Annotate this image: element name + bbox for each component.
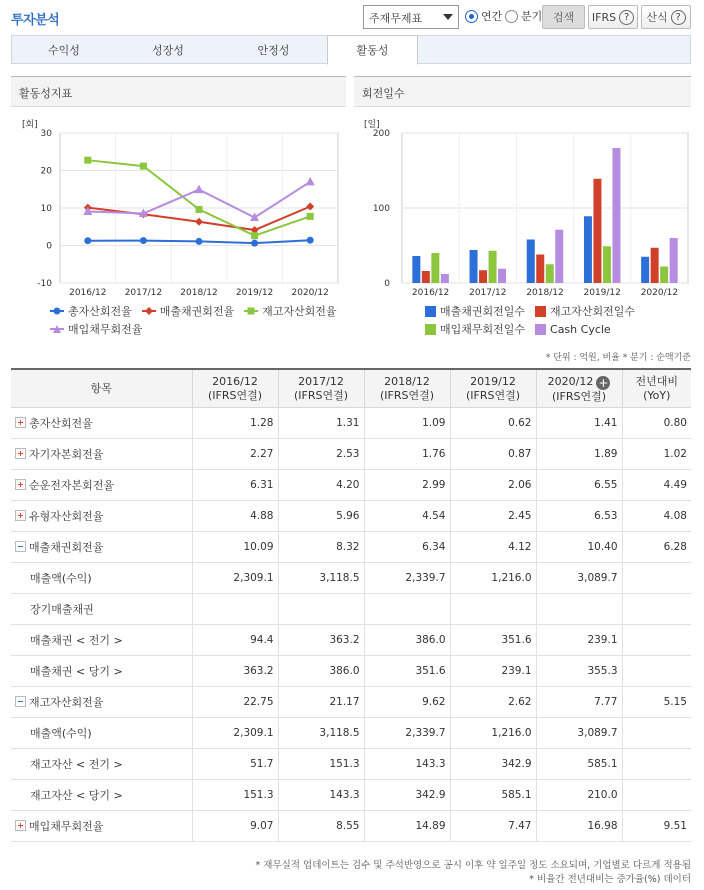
table-cell: 4.12: [450, 531, 536, 562]
statement-type-select[interactable]: [363, 5, 459, 29]
x-tick-label: 2016/12: [411, 288, 450, 298]
row-label-text: 매입채무회전율: [29, 819, 104, 833]
table-cell: 6.31: [192, 469, 278, 500]
yoy-cell: 4.08: [622, 500, 691, 531]
table-cell: 4.20: [278, 469, 364, 500]
table-cell: 342.9: [450, 748, 536, 779]
bar: [670, 238, 678, 283]
tab-bar: [11, 35, 691, 64]
footer-note-1: * 재무실적 업데이트는 검수 및 주석반영으로 공시 이후 약 일주일 정도 소요되며, 기업별로 다르게 적용됨: [255, 860, 691, 871]
tab-growth[interactable]: 성장성: [152, 44, 184, 57]
table-cell: 386.0: [278, 655, 364, 686]
help-icon: ?: [619, 10, 634, 25]
legend-circle-icon: [50, 306, 64, 316]
ifrs-label: IFRS: [591, 10, 617, 24]
radio-unselected-icon: [505, 10, 518, 23]
legend-triangle-icon: [50, 324, 64, 334]
table-cell: 2.06: [450, 469, 536, 500]
chart-unit: [일]: [364, 120, 380, 130]
radio-quarter[interactable]: [505, 8, 542, 24]
bar: [536, 255, 544, 284]
table-cell: 2.27: [192, 438, 278, 469]
table-row: [11, 779, 691, 810]
legend-label: 재고자산회전율: [262, 305, 337, 318]
expand-icon[interactable]: [15, 820, 26, 831]
table-cell: 0.87: [450, 438, 536, 469]
table-row: [11, 655, 691, 686]
bar: [422, 271, 430, 283]
row-label[interactable]: [11, 407, 192, 438]
bar: [651, 248, 659, 283]
data-point: [140, 237, 147, 244]
table-cell: 22.75: [192, 686, 278, 717]
bar: [431, 253, 439, 283]
expand-icon[interactable]: [15, 510, 26, 521]
y-tick-label: -10: [37, 279, 52, 289]
table-cell: 6.53: [536, 500, 622, 531]
radio-selected-icon: [465, 10, 478, 23]
table-cell: 1.41: [536, 407, 622, 438]
legend-item: [535, 303, 635, 319]
legend-label: 매출채권회전일수: [440, 305, 526, 318]
unit-note: * 단위 : 억원, 비율 * 분기 : 순액기준: [545, 353, 691, 363]
right-legend: [425, 303, 690, 337]
table-row: [11, 469, 691, 500]
yoy-cell: [622, 655, 691, 686]
table-row: [11, 717, 691, 748]
table-cell: 10.40: [536, 531, 622, 562]
row-label-text: 매출채권회전율: [29, 540, 104, 554]
expand-icon[interactable]: [15, 479, 26, 490]
data-point: [306, 177, 315, 186]
yoy-cell: 6.28: [622, 531, 691, 562]
table-cell: 6.34: [364, 531, 450, 562]
table-row: [11, 562, 691, 593]
x-tick-label: 2019/12: [235, 288, 274, 298]
row-label: [11, 748, 192, 779]
table-cell: 151.3: [192, 779, 278, 810]
expand-icon[interactable]: [15, 417, 26, 428]
row-label-text: 장기매출채권: [30, 602, 94, 616]
bar: [441, 274, 449, 283]
activity-table: [11, 368, 691, 842]
table-cell: 351.6: [450, 624, 536, 655]
table-cell: 9.07: [192, 810, 278, 841]
data-point: [84, 237, 91, 244]
table-cell: 10.09: [192, 531, 278, 562]
table-row: [11, 624, 691, 655]
table-row: [11, 438, 691, 469]
header-yoy: 전년대비 (YoY): [622, 369, 691, 407]
header-year: 2017/12 (IFRS연결): [278, 369, 364, 407]
data-point: [251, 232, 258, 239]
table-cell: 3,089.7: [536, 717, 622, 748]
x-tick-label: 2018/12: [526, 288, 564, 298]
table-cell: 2.45: [450, 500, 536, 531]
table-cell: 1,216.0: [450, 562, 536, 593]
table-cell: 210.0: [536, 779, 622, 810]
row-label: [11, 655, 192, 686]
bar: [412, 256, 420, 283]
row-label-text: 재고자산 < 당기 >: [30, 788, 123, 802]
table-cell: 4.88: [192, 500, 278, 531]
row-label[interactable]: [11, 686, 192, 717]
chevron-down-icon: [443, 14, 453, 20]
table-row: [11, 407, 691, 438]
left-legend: [50, 303, 340, 337]
table-cell: 2.99: [364, 469, 450, 500]
data-point: [306, 203, 314, 211]
bar: [660, 267, 668, 284]
bar: [555, 230, 563, 283]
bar: [612, 148, 620, 283]
table-cell: 342.9: [364, 779, 450, 810]
header-year: 2020/12 + (IFRS연결): [536, 369, 622, 407]
table-cell: 355.3: [536, 655, 622, 686]
table-cell: 143.3: [278, 779, 364, 810]
y-tick-label: 0: [384, 279, 390, 289]
row-label[interactable]: [11, 469, 192, 500]
radio-quarter-label: 분기: [521, 10, 543, 23]
table-cell: 363.2: [192, 655, 278, 686]
table-row: [11, 500, 691, 531]
table-cell: 3,118.5: [278, 717, 364, 748]
legend-swatch-icon: [535, 324, 546, 335]
radio-annual[interactable]: [465, 8, 502, 24]
row-label[interactable]: [11, 500, 192, 531]
table-cell: 585.1: [450, 779, 536, 810]
y-tick-label: 200: [372, 129, 390, 139]
table-cell: 3,118.5: [278, 562, 364, 593]
row-label-text: 매출채권 < 전기 >: [30, 633, 123, 647]
table-cell: 351.6: [364, 655, 450, 686]
bar: [593, 179, 601, 283]
table-cell: 8.32: [278, 531, 364, 562]
yoy-cell: [622, 593, 691, 624]
table-cell: 2,309.1: [192, 562, 278, 593]
legend-label: 매입채무회전율: [68, 323, 143, 336]
y-tick-label: 20: [40, 166, 52, 177]
legend-item: [425, 303, 525, 319]
turnover-days-bar-chart: [354, 120, 691, 300]
bar: [546, 264, 554, 283]
table-cell: 16.98: [536, 810, 622, 841]
row-label-text: 총자산회전율: [29, 416, 93, 430]
row-label-text: 순운전자본회전율: [29, 478, 115, 492]
table-cell: 585.1: [536, 748, 622, 779]
table-cell: 9.62: [364, 686, 450, 717]
formula-label: 산식: [646, 11, 668, 24]
collapse-icon[interactable]: [15, 696, 26, 707]
table-cell: [278, 593, 364, 624]
x-tick-label: 2017/12: [469, 288, 507, 298]
y-tick-label: 0: [46, 241, 52, 252]
row-label-text: 재고자산회전율: [29, 695, 104, 709]
yoy-cell: 5.15: [622, 686, 691, 717]
x-tick-label: 2020/12: [291, 288, 329, 298]
table-cell: 239.1: [450, 655, 536, 686]
table-row: [11, 686, 691, 717]
bar: [584, 216, 592, 283]
table-cell: 151.3: [278, 748, 364, 779]
x-tick-label: 2018/12: [180, 288, 218, 298]
table-cell: 5.96: [278, 500, 364, 531]
legend-label: 재고자산회전일수: [550, 305, 636, 318]
row-label-text: 매출액(수익): [30, 571, 92, 585]
radio-annual-label: 연간: [481, 10, 503, 23]
expand-icon[interactable]: [15, 448, 26, 459]
legend-label: Cash Cycle: [550, 322, 611, 336]
table-row: [11, 531, 691, 562]
x-tick-label: 2020/12: [640, 288, 679, 298]
table-cell: [364, 593, 450, 624]
yoy-cell: [622, 562, 691, 593]
table-cell: 94.4: [192, 624, 278, 655]
help-icon: ?: [671, 10, 686, 25]
row-label[interactable]: [11, 810, 192, 841]
table-cell: [450, 593, 536, 624]
table-cell: 2.53: [278, 438, 364, 469]
table-cell: 7.47: [450, 810, 536, 841]
yoy-cell: [622, 624, 691, 655]
header-year: 2019/12 (IFRS연결): [450, 369, 536, 407]
data-point: [307, 213, 314, 220]
legend-diamond-icon: [142, 306, 156, 316]
yoy-cell: 0.80: [622, 407, 691, 438]
header-year: 2016/12 (IFRS연결): [192, 369, 278, 407]
row-label-text: 매출채권 < 당기 >: [30, 664, 123, 678]
table-cell: [192, 593, 278, 624]
table-cell: [536, 593, 622, 624]
row-label: [11, 624, 192, 655]
bar: [498, 269, 506, 283]
table-cell: 386.0: [364, 624, 450, 655]
data-point: [195, 185, 204, 194]
bar: [641, 257, 649, 283]
table-cell: 1.28: [192, 407, 278, 438]
row-label-text: 재고자산 < 전기 >: [30, 757, 123, 771]
table-cell: 3,089.7: [536, 562, 622, 593]
data-point: [196, 206, 203, 213]
data-point: [251, 240, 258, 247]
panel-title: 활동성지표: [11, 77, 346, 107]
legend-label: 매출채권회전율: [159, 305, 235, 318]
table-cell: 6.55: [536, 469, 622, 500]
row-label[interactable]: [11, 438, 192, 469]
table-cell: 1,216.0: [450, 717, 536, 748]
expand-plus-icon[interactable]: +: [598, 375, 609, 390]
legend-item: [50, 321, 340, 337]
x-tick-label: 2016/12: [69, 288, 107, 298]
yoy-cell: 1.02: [622, 438, 691, 469]
legend-square-icon: [244, 306, 258, 316]
search-button[interactable]: 검색: [542, 5, 585, 29]
yoy-cell: [622, 779, 691, 810]
bar: [470, 250, 478, 283]
table-cell: 239.1: [536, 624, 622, 655]
tab-activity[interactable]: 활동성: [327, 35, 418, 65]
header-year: 2018/12 (IFRS연결): [364, 369, 450, 407]
row-label-text: 매출액(수익): [30, 726, 92, 740]
row-label: [11, 593, 192, 624]
y-tick-label: 30: [40, 129, 52, 139]
legend-swatch-icon: [535, 306, 546, 317]
ifrs-button[interactable]: [588, 5, 638, 29]
yoy-cell: [622, 717, 691, 748]
bar: [479, 270, 487, 283]
formula-button[interactable]: [641, 5, 691, 29]
y-tick-label: 10: [40, 204, 52, 214]
legend-swatch-icon: [425, 324, 436, 335]
table-cell: 143.3: [364, 748, 450, 779]
yoy-cell: [622, 748, 691, 779]
header-item: 항목: [11, 369, 192, 407]
table-cell: 2,309.1: [192, 717, 278, 748]
yoy-cell: 4.49: [622, 469, 691, 500]
yoy-cell: 9.51: [622, 810, 691, 841]
row-label: [11, 562, 192, 593]
legend-item: [142, 303, 234, 319]
table-cell: 1.89: [536, 438, 622, 469]
legend-item: [425, 321, 525, 337]
table-cell: 8.55: [278, 810, 364, 841]
table-cell: 1.09: [364, 407, 450, 438]
legend-swatch-icon: [425, 306, 436, 317]
legend-label: 매입채무회전일수: [440, 323, 526, 336]
table-cell: 2,339.7: [364, 562, 450, 593]
table-row: [11, 593, 691, 624]
table-cell: 14.89: [364, 810, 450, 841]
chart-unit: [회]: [22, 120, 38, 130]
y-tick-label: 100: [372, 204, 390, 214]
row-label: [11, 717, 192, 748]
row-label[interactable]: [11, 531, 192, 562]
x-tick-label: 2019/12: [583, 288, 621, 298]
data-point: [84, 157, 91, 164]
data-point: [307, 237, 314, 244]
row-label-text: 유형자산회전율: [29, 509, 104, 523]
x-tick-label: 2017/12: [124, 288, 163, 298]
table-row: [11, 810, 691, 841]
bar: [603, 246, 611, 283]
legend-item: [50, 303, 132, 319]
page-title: 투자분석: [11, 13, 60, 28]
bar: [489, 251, 497, 283]
table-cell: 21.17: [278, 686, 364, 717]
select-value: 주재무제표: [369, 12, 423, 25]
legend-item: [535, 323, 611, 336]
table-row: [11, 748, 691, 779]
table-cell: 7.77: [536, 686, 622, 717]
data-point: [140, 163, 147, 170]
bar: [527, 240, 535, 284]
table-cell: 2.62: [450, 686, 536, 717]
row-label-text: 자기자본회전율: [29, 447, 104, 461]
table-cell: 1.31: [278, 407, 364, 438]
tab-stability[interactable]: 안정성: [257, 44, 290, 57]
footer-note-2: * 비율간 전년대비는 증가율(%) 데이터: [529, 874, 691, 885]
panel-title: 회전일수: [354, 77, 691, 107]
collapse-icon[interactable]: [15, 541, 26, 552]
legend-label: 총자산회전율: [68, 305, 132, 318]
legend-item: [244, 303, 336, 319]
table-cell: 51.7: [192, 748, 278, 779]
table-cell: 1.76: [364, 438, 450, 469]
activity-line-chart: [11, 120, 346, 300]
table-cell: 4.54: [364, 500, 450, 531]
table-cell: 363.2: [278, 624, 364, 655]
data-point: [196, 238, 203, 245]
tab-profitability[interactable]: 수익성: [48, 44, 80, 57]
table-cell: 0.62: [450, 407, 536, 438]
table-cell: 2,339.7: [364, 717, 450, 748]
data-point: [195, 218, 203, 226]
table-header-row: [11, 369, 691, 407]
row-label: [11, 779, 192, 810]
